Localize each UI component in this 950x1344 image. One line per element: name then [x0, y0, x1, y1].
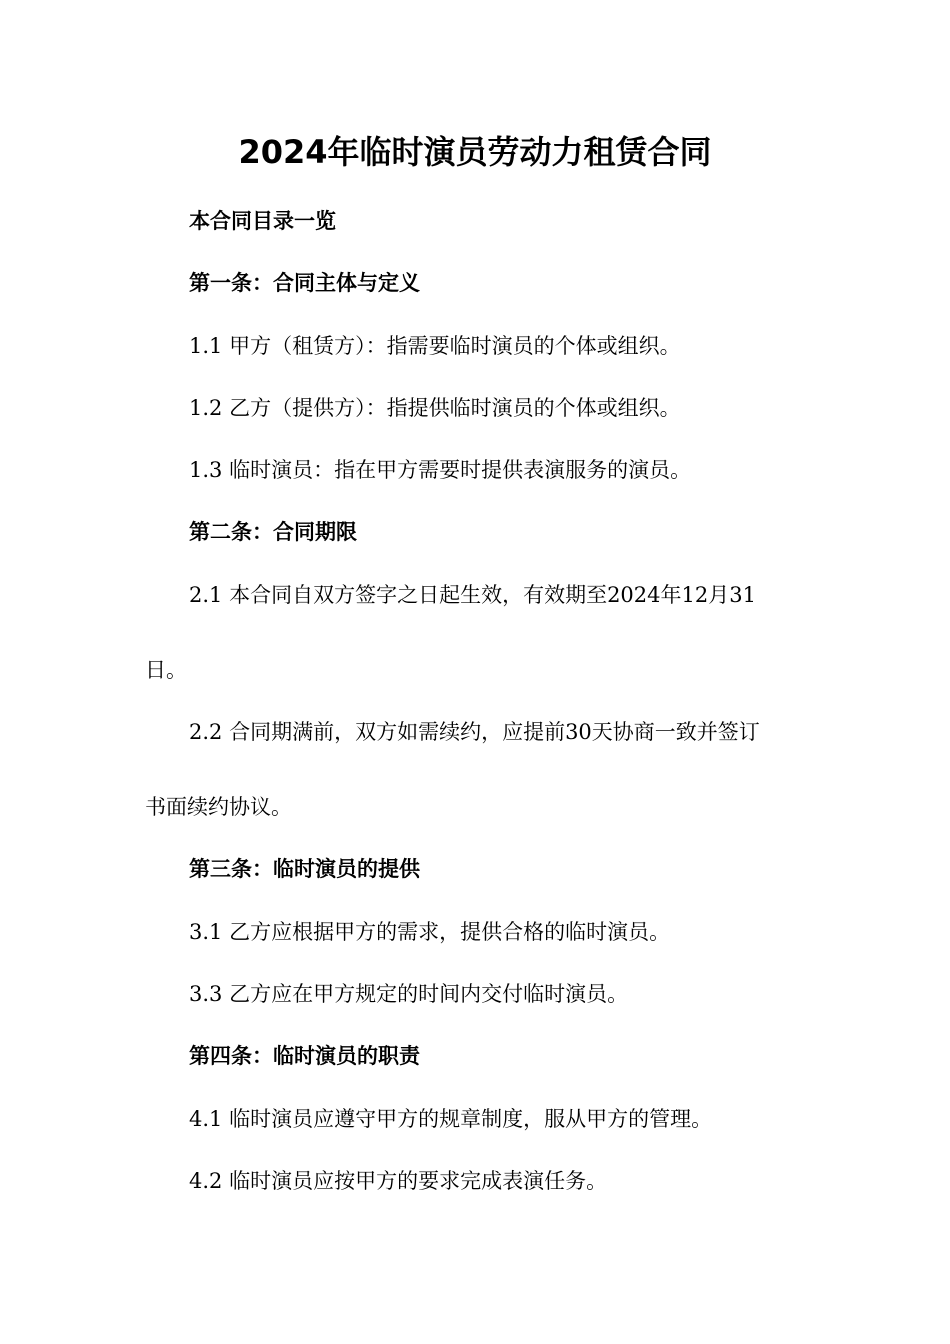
clause-2-1: 2.1 本合同自双方签字之日起生效，有效期至2024年12月31 — [189, 583, 756, 607]
clause-1-3: 1.3 临时演员：指在甲方需要时提供表演服务的演员。 — [189, 458, 692, 482]
section-4-heading: 第四条：临时演员的职责 — [189, 1044, 420, 1068]
toc-heading: 本合同目录一览 — [189, 209, 336, 233]
clause-2-2: 2.2 合同期满前，双方如需续约，应提前30天协商一致并签订 — [189, 720, 760, 744]
clause-3-3: 3.3 乙方应在甲方规定的时间内交付临时演员。 — [189, 982, 629, 1006]
clause-2-2-continuation: 书面续约协议。 — [145, 795, 292, 819]
clause-1-1: 1.1 甲方（租赁方）：指需要临时演员的个体或组织。 — [189, 334, 681, 358]
clause-4-2: 4.2 临时演员应按甲方的要求完成表演任务。 — [189, 1169, 608, 1193]
document-title: 2024年临时演员劳动力租赁合同 — [238, 133, 712, 171]
clause-3-1: 3.1 乙方应根据甲方的需求，提供合格的临时演员。 — [189, 920, 671, 944]
section-1-heading: 第一条：合同主体与定义 — [189, 271, 420, 295]
clause-4-1: 4.1 临时演员应遵守甲方的规章制度，服从甲方的管理。 — [189, 1107, 713, 1131]
section-2-heading: 第二条：合同期限 — [189, 520, 357, 544]
clause-1-2: 1.2 乙方（提供方）：指提供临时演员的个体或组织。 — [189, 396, 681, 420]
clause-2-1-continuation: 日。 — [145, 658, 187, 682]
section-3-heading: 第三条：临时演员的提供 — [189, 857, 420, 881]
